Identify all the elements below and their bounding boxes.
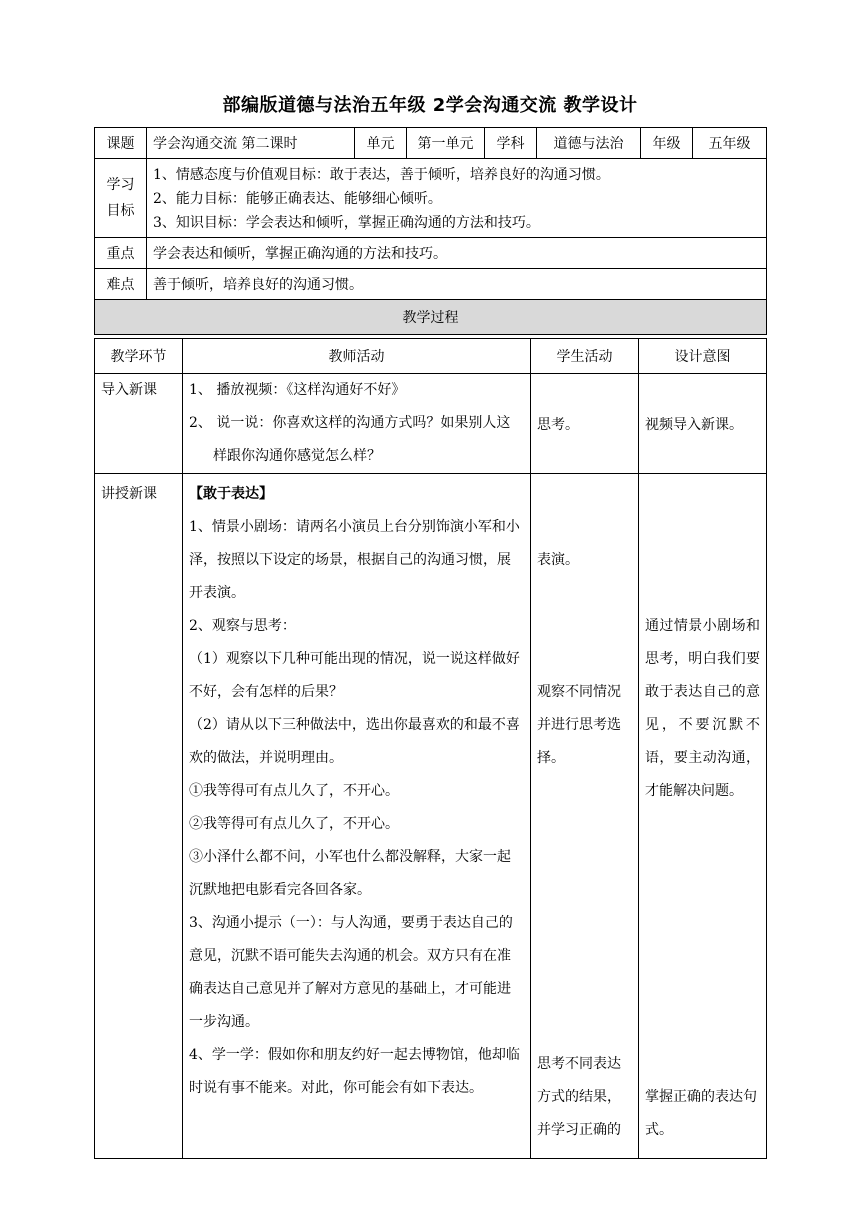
goals-label-line1: 学习 [106,177,135,193]
page-title: 部编版道德与法治五年级 2学会沟通交流 教学设计 [222,95,638,116]
teacher-paragraph: 1、情景小剧场：请两名小演员上台分别饰演小军和小泽，按照以下设定的场景，根据自己的沟通习惯，展开表演。 [189,519,520,601]
teacher-paragraph: ②我等得可有点儿久了，不开心。 [189,816,399,832]
lecture-teacher [183,474,531,1159]
student-activity: 思考不同表达方式的结果，并学习正确的 [537,1056,621,1138]
student-activity: 观察不同情况并进行思考选择。 [537,684,621,766]
design-intent: 掌握正确的表达句式。 [645,1089,757,1138]
subject-value: 道德与法治 [537,128,641,159]
teacher-paragraph: ①我等得可有点儿久了，不开心。 [189,783,399,799]
intro-stage: 导入新课 [95,374,183,474]
difficulty-value: 善于倾听，培养良好的沟通习惯。 [147,269,767,300]
intro-teacher-item: 1、 播放视频：《这样沟通好不好》 [189,382,406,398]
goal-item: 1、情感态度与价值观目标：敢于表达，善于倾听，培养良好的沟通习惯。 [153,167,610,183]
goals-label-line2: 目标 [106,203,135,219]
topic-label: 课题 [95,128,147,159]
teacher-paragraph: 3、沟通小提示（一）：与人沟通，要勇于表达自己的意见，沉默不语可能失去沟通的机会。双方只有在准确表达自己意见并了解对方意见的基础上，才可能进一步沟通。 [189,915,513,1030]
grade-label: 年级 [641,128,693,159]
process-title: 教学过程 [95,300,767,335]
col-teacher: 教师活动 [183,339,531,374]
intro-teacher-item: 2、 说一说：你喜欢这样的沟通方式吗？如果别人这样跟你沟通你感觉怎么样？ [189,415,511,464]
difficulty-row [95,269,767,300]
design-intent: 通过情景小剧场和思考，明白我们要敢于表达自己的意见，不要沉默不语，要主动沟通，才能解决问题。 [645,618,760,799]
key-point-row [95,238,767,269]
teacher-paragraph: （1）观察以下几种可能出现的情况，说一说这样做好不好，会有怎样的后果？ [189,651,520,700]
unit-label: 单元 [355,128,407,159]
lecture-intent [639,474,767,1159]
goals-row [95,159,767,238]
student-activity: 表演。 [537,552,579,568]
goals-label [95,159,147,238]
goal-item: 2、能力目标：能够正确表达、能够细心倾听。 [153,191,442,207]
process-header-row [95,339,767,374]
subject-label: 学科 [485,128,537,159]
teacher-paragraph: 2、观察与思考： [189,618,296,634]
lecture-student [531,474,639,1159]
key-point-label: 重点 [95,238,147,269]
intro-teacher [183,374,531,474]
info-table [94,127,767,335]
goal-item: 3、知识目标：学会表达和倾听，掌握正确沟通的方法和技巧。 [153,215,540,231]
section-heading: 【敢于表达】 [189,486,273,502]
col-student: 学生活动 [531,339,639,374]
info-row [95,128,767,159]
intro-row [95,374,767,474]
process-title-row [95,300,767,335]
difficulty-label: 难点 [95,269,147,300]
intro-intent: 视频导入新课。 [639,374,767,474]
lecture-row [95,474,767,1159]
lecture-stage: 讲授新课 [95,474,183,1159]
teacher-paragraph: （2）请从以下三种做法中，选出你最喜欢的和最不喜欢的做法，并说明理由。 [189,717,520,766]
col-intent: 设计意图 [639,339,767,374]
col-stage: 教学环节 [95,339,183,374]
grade-value: 五年级 [693,128,767,159]
teacher-paragraph: 4、学一学：假如你和朋友约好一起去博物馆，他却临时说有事不能来。对此，你可能会有如下表达。 [189,1047,520,1096]
intro-student: 思考。 [531,374,639,474]
unit-value: 第一单元 [407,128,485,159]
topic-value: 学会沟通交流 第二课时 [147,128,355,159]
key-point-value: 学会表达和倾听，掌握正确沟通的方法和技巧。 [147,238,767,269]
process-table [94,338,767,1159]
teacher-paragraph: ③小泽什么都不问，小军也什么都没解释，大家一起沉默地把电影看完各回各家。 [189,849,511,898]
goals-list [147,159,767,238]
